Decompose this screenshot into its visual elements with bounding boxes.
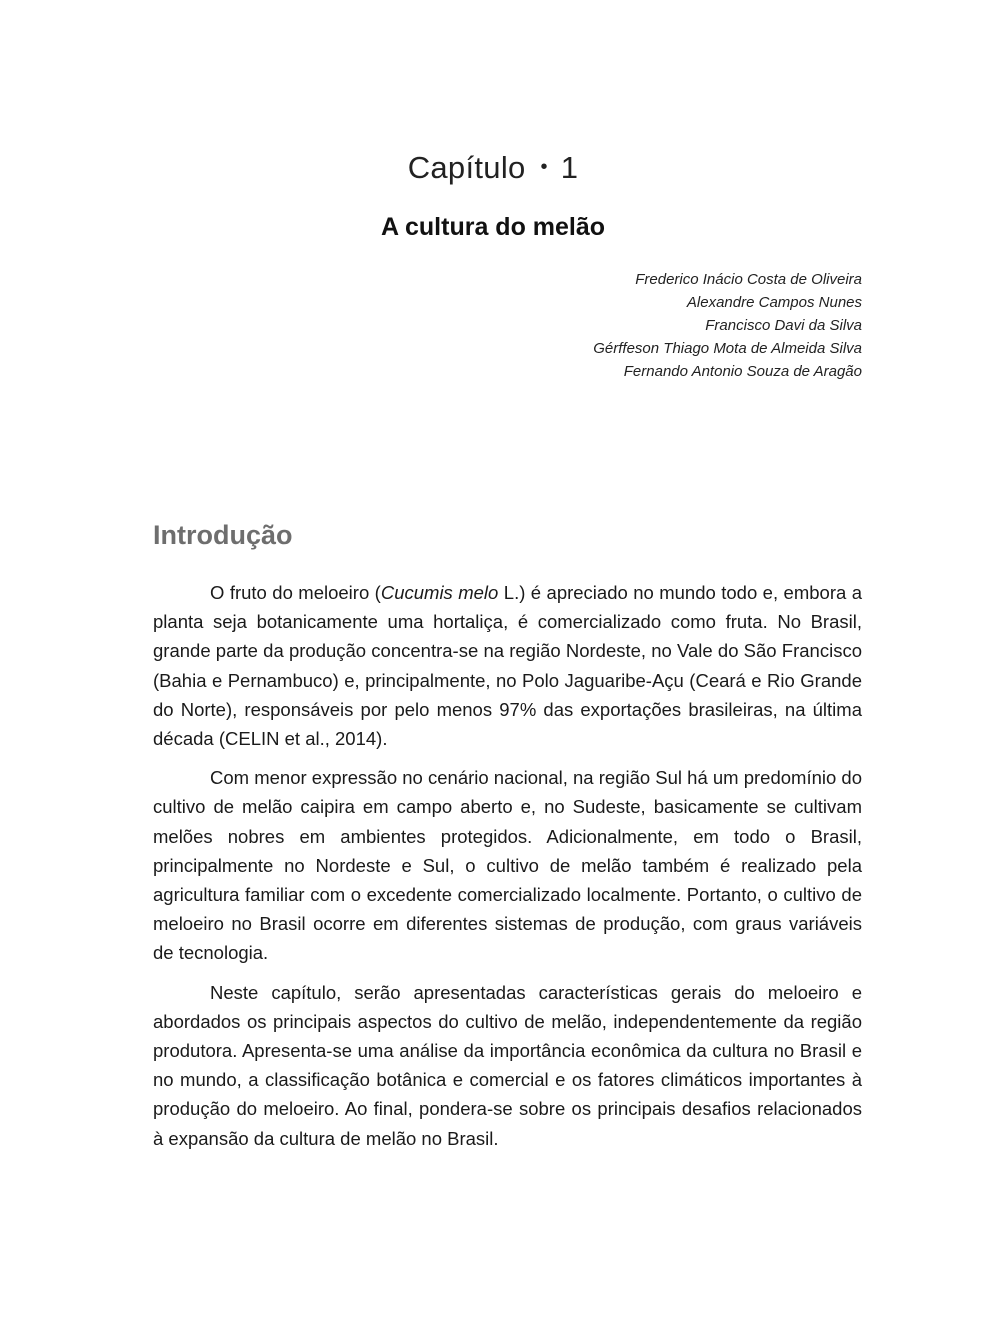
chapter-word: Capítulo: [407, 150, 526, 185]
author-name: Fernando Antonio Souza de Aragão: [623, 363, 862, 380]
chapter-bullet: •: [540, 156, 548, 178]
paragraph-1-start: O fruto do meloeiro (: [210, 582, 381, 603]
author-name: Frederico Inácio Costa de Oliveira: [635, 271, 862, 288]
paragraph-2: Com menor expressão no cenário nacional, na região Sul há um predomínio do cultivo de melão caipira em campo aberto e, no Sudeste, basicamente se cultivam melões nobres em ambientes protegidos. Adicionalmente, em todo o Brasil, principalmente no Nordeste e Sul, o cultivo de melão também é realizado pela agricultura familiar com o excedente comercializado localmente. Portanto, o cultivo de meloeiro no Brasil ocorre em diferentes sistemas de produção, com graus variáveis de tecnologia.: [153, 767, 862, 964]
section-heading: Introdução: [153, 520, 293, 550]
author-name: Francisco Davi da Silva: [705, 317, 862, 334]
chapter-title: A cultura do melão: [380, 213, 606, 241]
body-text: [153, 578, 862, 1163]
chapter-number: 1: [560, 150, 579, 185]
author-name: Gérffeson Thiago Mota de Almeida Silva: [593, 340, 862, 357]
author-list: [342, 268, 862, 383]
paragraph-1: [153, 578, 862, 753]
author-name: Alexandre Campos Nunes: [686, 294, 862, 311]
paragraph-1-rest: L.) é apreciado no mundo todo e, embora a planta seja botanicamente uma hortaliça, é comercializado como fruta. No Brasil, grande parte da produção concentra-se na região Nordeste, no Vale do São Francisco (Bahia e Pernambuco) e, principalmente, no Polo Jaguaribe-Açu (Ceará e Rio Grande do Norte), responsáveis por pelo menos 97% das exportações brasileiras, na última década (CELIN et al., 2014).: [153, 582, 862, 750]
chapter-label: [0, 150, 986, 186]
scientific-name: Cucumis melo: [380, 582, 499, 603]
paragraph-3: Neste capítulo, serão apresentadas características gerais do meloeiro e abordados os principais aspectos do cultivo de melão, independentemente da região produtora. Apresenta-se uma análise da importância econômica da cultura no Brasil e no mundo, a classificação botânica e comercial e os fatores climáticos importantes à produção do meloeiro. Ao final, pondera-se sobre os principais desafios relacionados à expansão da cultura de melão no Brasil.: [153, 981, 862, 1149]
